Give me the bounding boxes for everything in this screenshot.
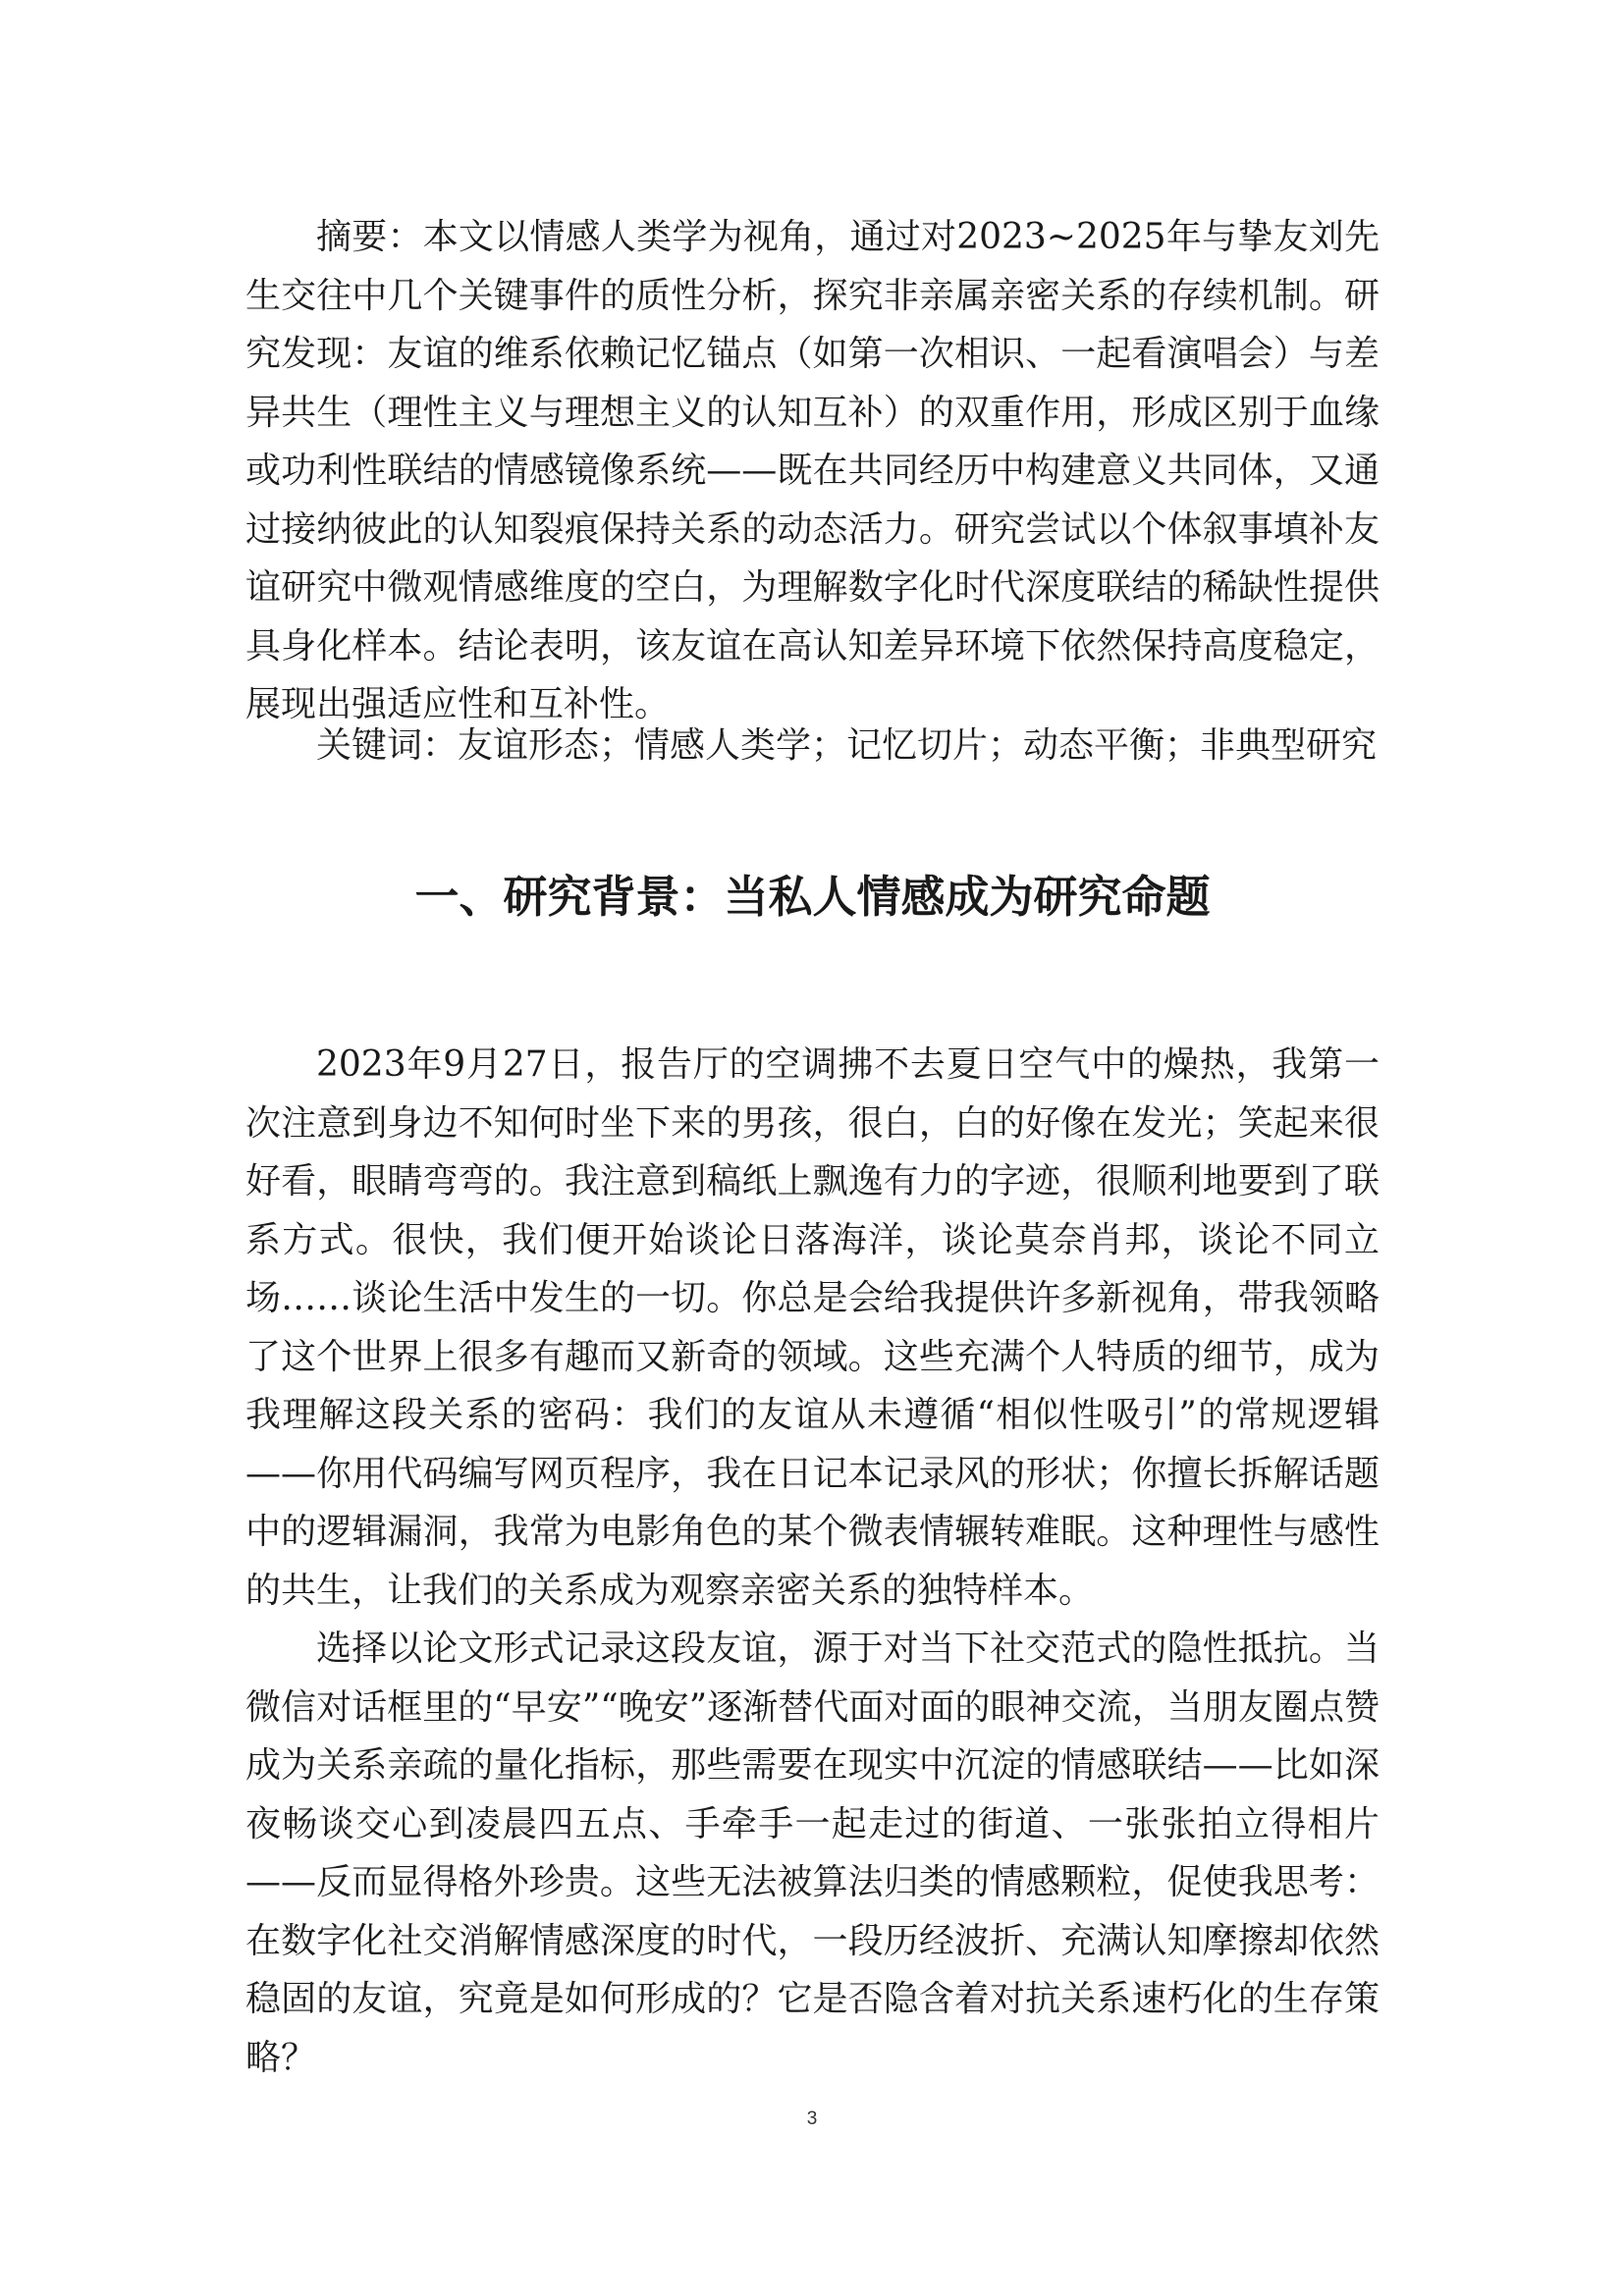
keywords-text: 友谊形态；情感人类学；记忆切片；动态平衡；非典型研究 — [458, 725, 1378, 766]
keywords-label: 关键词： — [316, 725, 459, 766]
abstract-text: 本文以情感人类学为视角，通过对2023~2025年与挚友刘先生交往中几个关键事件的质性分析，探究非亲属亲密关系的存续机制。研究发现：友谊的维系依赖记忆锚点（如第一次相识、一起看演唱会）与差异共生（理性主义与理想主义的认知互补）的双重作用，形成区别于血缘或功利性联结的情感镜像系统——既在共同经历中构建意义共同体，又通过接纳彼此的认知裂痕保持关系的动态活力。研究尝试以个体叙事填补友谊研究中微观情感维度的空白，为理解数字化时代深度联结的稀缺性提供具身化样本。结论表明，该友谊在高认知差异环境下依然保持高度稳定，展现出强适应性和互补性。 — [245, 217, 1380, 724]
body-paragraph: 选择以论文形式记录这段友谊，源于对当下社交范式的隐性抵抗。当微信对话框里的“早安”“晚安”逐渐替代面对面的眼神交流，当朋友圈点赞成为关系亲疏的量化指标，那些需要在现实中沉淀的情感联结——比如深夜畅谈交心到凌晨四五点、手牵手一起走过的街道、一张张拍立得相片——反而显得格外珍贵。这些无法被算法归类的情感颗粒，促使我思考：在数字化社交消解情感深度的时代，一段历经波折、充满认知摩擦却依然稳固的友谊，究竟是如何形成的？它是否隐含着对抗关系速朽化的生存策略？ — [245, 1629, 1380, 2078]
section-heading: 一、研究背景：当私人情感成为研究命题 — [414, 871, 1211, 923]
keywords-line — [245, 717, 1450, 775]
page-number: 3 — [806, 2109, 818, 2129]
abstract-paragraph — [245, 208, 1380, 734]
abstract-label: 摘要： — [316, 217, 423, 257]
body-paragraph: 2023年9月27日，报告厅的空调拂不去夏日空气中的燥热，我第一次注意到身边不知何时坐下来的男孩，很白，白的好像在发光；笑起来很好看，眼睛弯弯的。我注意到稿纸上飘逸有力的字迹，很顺利地要到了联系方式。很快，我们便开始谈论日落海洋，谈论莫奈肖邦，谈论不同立场……谈论生活中发生的一切。你总是会给我提供许多新视角，带我领略了这个世界上很多有趣而又新奇的领域。这些充满个人特质的细节，成为我理解这段关系的密码：我们的友谊从未遵循“相似性吸引”的常规逻辑——你用代码编写网页程序，我在日记本记录风的形状；你擅长拆解话题中的逻辑漏洞，我常为电影角色的某个微表情辗转难眠。这种理性与感性的共生，让我们的关系成为观察亲密关系的独特样本。 — [245, 1044, 1380, 1611]
